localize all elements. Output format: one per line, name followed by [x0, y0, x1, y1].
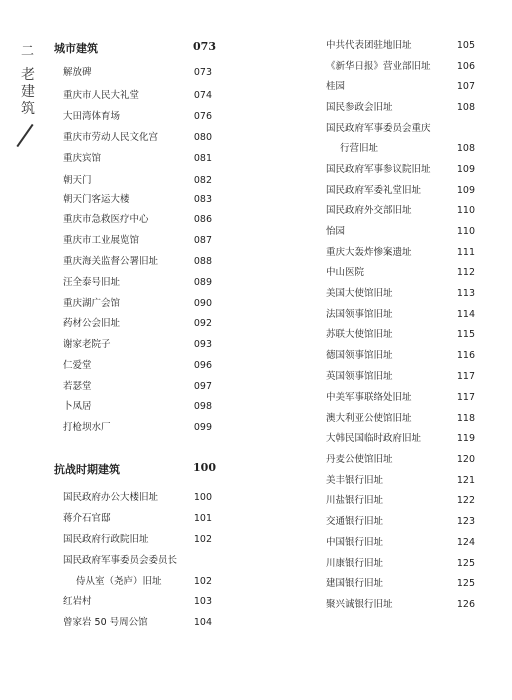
toc-entry[interactable]	[326, 433, 475, 445]
toc-entry[interactable]	[63, 401, 212, 413]
page-number: 110	[456, 205, 475, 216]
toc-entry[interactable]	[326, 123, 431, 135]
toc-entry[interactable]	[63, 534, 212, 546]
entry-title: 苏联大使馆旧址	[326, 329, 393, 340]
toc-entry[interactable]	[326, 205, 475, 217]
page-number: 109	[456, 185, 475, 196]
page-number: 100	[193, 461, 216, 474]
entry-title: 聚兴诚银行旧址	[326, 599, 393, 610]
toc-entry[interactable]	[63, 596, 212, 608]
entry-title: 仁爱堂	[63, 360, 92, 371]
page-number: 125	[456, 558, 475, 569]
page-number: 121	[456, 475, 475, 486]
toc-entry[interactable]	[63, 132, 212, 144]
entry-title: 国民政府军委礼堂旧址	[326, 185, 422, 196]
entry-title: 重庆市急救医疗中心	[63, 214, 149, 225]
page-number: 113	[456, 288, 475, 299]
toc-entry[interactable]	[326, 599, 475, 611]
page-number: 114	[456, 309, 475, 320]
chapter-title-char: 建	[21, 84, 35, 100]
page-number: 083	[193, 194, 212, 205]
entry-title: 若瑟堂	[63, 381, 92, 392]
entry-title: 朝天门客运大楼	[63, 194, 130, 205]
chapter-slash-decoration	[16, 124, 33, 147]
page-number: 074	[193, 90, 212, 101]
entry-title: 重庆大轰炸惨案遗址	[326, 247, 412, 258]
toc-entry[interactable]	[63, 153, 212, 165]
page-number: 090	[193, 298, 212, 309]
toc-entry[interactable]	[340, 143, 475, 155]
toc-entry[interactable]	[326, 329, 475, 341]
page-number: 080	[193, 132, 212, 143]
entry-title: 交通银行旧址	[326, 516, 384, 527]
page-number: 081	[193, 153, 212, 164]
toc-entry[interactable]	[63, 194, 212, 206]
toc-entry[interactable]	[63, 111, 212, 123]
entry-title: 重庆市人民大礼堂	[63, 90, 140, 101]
entry-title: 中国银行旧址	[326, 537, 384, 548]
entry-title: 朝天门	[63, 175, 92, 186]
section-title: 抗战时期建筑	[54, 463, 120, 476]
entry-title: 国民政府军事参议院旧址	[326, 164, 431, 175]
page-number: 118	[456, 413, 475, 424]
page-number: 073	[193, 67, 212, 78]
page-number: 110	[456, 226, 475, 237]
page-number: 116	[456, 350, 475, 361]
entry-title: 侍从室（尧庐）旧址	[76, 576, 162, 587]
page-number: 096	[193, 360, 212, 371]
toc-entry[interactable]	[326, 267, 475, 279]
entry-title: 曾家岩 50 号周公馆	[63, 617, 148, 628]
chapter-title-char: 老	[21, 67, 35, 83]
toc-entry[interactable]	[63, 555, 177, 567]
page-number: 117	[456, 371, 475, 382]
toc-entry[interactable]	[63, 492, 212, 504]
toc-entry[interactable]	[326, 558, 475, 570]
entry-title: 法国领事馆旧址	[326, 309, 393, 320]
page-number: 102	[193, 534, 212, 545]
toc-entry[interactable]	[63, 422, 212, 434]
toc-entry[interactable]	[63, 339, 212, 351]
chapter-vertical-title	[19, 40, 37, 118]
page-number: 104	[193, 617, 212, 628]
entry-title: 国民政府军事委员会委员长	[63, 555, 178, 566]
entry-title: 国民参政会旧址	[326, 102, 393, 113]
page-number: 098	[193, 401, 212, 412]
toc-entry[interactable]	[76, 576, 212, 588]
toc-entry[interactable]	[326, 164, 475, 176]
toc-section-heading[interactable]	[54, 461, 216, 477]
page-number: 125	[456, 578, 475, 589]
entry-title: 行营旧址	[340, 143, 379, 154]
page-number: 109	[456, 164, 475, 175]
toc-entry[interactable]	[63, 214, 212, 226]
toc-entry[interactable]	[326, 247, 475, 259]
toc-entry[interactable]	[326, 371, 475, 383]
toc-section-heading[interactable]	[54, 40, 216, 56]
entry-title: 丹麦公使馆旧址	[326, 454, 393, 465]
entry-title: 英国领事馆旧址	[326, 371, 393, 382]
toc-entry[interactable]	[326, 413, 475, 425]
page-number: 100	[193, 492, 212, 503]
toc-entry[interactable]	[63, 90, 212, 102]
entry-title: 国民政府行政院旧址	[63, 534, 149, 545]
entry-title: 德国领事馆旧址	[326, 350, 393, 361]
page-number: 111	[456, 247, 475, 258]
entry-title: 川康银行旧址	[326, 558, 384, 569]
page-number: 120	[456, 454, 475, 465]
page-number: 105	[456, 40, 475, 51]
chapter-number: 二	[20, 44, 35, 59]
toc-entry[interactable]	[326, 288, 475, 300]
page-number: 088	[193, 256, 212, 267]
page-number: 122	[456, 495, 475, 506]
toc-entry[interactable]	[326, 40, 475, 52]
page-number: 123	[456, 516, 475, 527]
toc-entry[interactable]	[326, 185, 475, 197]
entry-title: 国民政府办公大楼旧址	[63, 492, 159, 503]
page-number: 099	[193, 422, 212, 433]
entry-title: 美国大使馆旧址	[326, 288, 393, 299]
entry-title: 重庆宾馆	[63, 153, 102, 164]
toc-entry[interactable]	[326, 495, 475, 507]
toc-entry[interactable]	[63, 277, 212, 289]
entry-title: 卜凤居	[63, 401, 92, 412]
entry-title: 桂园	[326, 81, 346, 92]
page-number: 108	[456, 102, 475, 113]
page-number: 107	[456, 81, 475, 92]
page-number: 103	[193, 596, 212, 607]
entry-title: 中山医院	[326, 267, 365, 278]
entry-title: 谢家老院子	[63, 339, 111, 350]
entry-title: 解放碑	[63, 67, 92, 78]
toc-entry[interactable]	[326, 392, 475, 404]
toc-entry[interactable]	[326, 578, 475, 590]
page-number: 076	[193, 111, 212, 122]
toc-entry[interactable]	[326, 226, 475, 238]
entry-title: 中共代表团驻地旧址	[326, 40, 412, 51]
page-number: 112	[456, 267, 475, 278]
entry-title: 汪全泰号旧址	[63, 277, 121, 288]
toc-entry[interactable]	[326, 61, 475, 73]
entry-title: 川盐银行旧址	[326, 495, 384, 506]
toc-entry[interactable]	[63, 298, 212, 310]
toc-entry[interactable]	[63, 617, 212, 629]
toc-entry[interactable]	[326, 81, 475, 93]
toc-entry[interactable]	[63, 381, 212, 393]
section-title: 城市建筑	[54, 42, 98, 55]
entry-title: 怡园	[326, 226, 346, 237]
entry-title: 国民政府军事委员会重庆	[326, 123, 431, 134]
page-number: 097	[193, 381, 212, 392]
chapter-title-char: 筑	[21, 101, 35, 117]
entry-title: 中美军事联络处旧址	[326, 392, 412, 403]
page-number: 093	[193, 339, 212, 350]
page-number: 126	[456, 599, 475, 610]
entry-title: 建国银行旧址	[326, 578, 384, 589]
toc-entry[interactable]	[326, 516, 475, 528]
toc-entry[interactable]	[63, 235, 212, 247]
page-number: 087	[193, 235, 212, 246]
toc-entry[interactable]	[63, 67, 212, 79]
page-number: 115	[456, 329, 475, 340]
entry-title: 大田湾体育场	[63, 111, 121, 122]
page-number: 073	[193, 40, 216, 53]
toc-entry[interactable]	[326, 475, 475, 487]
toc-entry[interactable]	[326, 350, 475, 362]
toc-entry[interactable]	[63, 175, 212, 187]
entry-title: 红岩村	[63, 596, 92, 607]
chapter-title	[19, 67, 37, 118]
page-number: 124	[456, 537, 475, 548]
entry-title: 蒋介石官邸	[63, 513, 111, 524]
entry-title: 澳大利亚公使馆旧址	[326, 413, 412, 424]
page-number: 106	[456, 61, 475, 72]
toc-entry[interactable]	[63, 360, 212, 372]
toc-entry[interactable]	[326, 537, 475, 549]
entry-title: 《新华日报》营业部旧址	[326, 61, 431, 72]
toc-entry[interactable]	[326, 309, 475, 321]
entry-title: 美丰银行旧址	[326, 475, 384, 486]
entry-title: 打枪坝水厂	[63, 422, 111, 433]
toc-entry[interactable]	[326, 454, 475, 466]
page-number: 101	[193, 513, 212, 524]
page-number: 108	[456, 143, 475, 154]
entry-title: 重庆市劳动人民文化宫	[63, 132, 159, 143]
page-number: 082	[193, 175, 212, 186]
entry-title: 药材公会旧址	[63, 318, 121, 329]
entry-title: 大韩民国临时政府旧址	[326, 433, 422, 444]
page-number: 089	[193, 277, 212, 288]
toc-entry[interactable]	[326, 102, 475, 114]
entry-title: 重庆湖广会馆	[63, 298, 121, 309]
toc-entry[interactable]	[63, 513, 212, 525]
toc-entry[interactable]	[63, 256, 212, 268]
page-number: 086	[193, 214, 212, 225]
page-number: 117	[456, 392, 475, 403]
toc-entry[interactable]	[63, 318, 212, 330]
page-number: 092	[193, 318, 212, 329]
entry-title: 重庆市工业展览馆	[63, 235, 140, 246]
entry-title: 国民政府外交部旧址	[326, 205, 412, 216]
page-number: 119	[456, 433, 475, 444]
entry-title: 重庆海关监督公署旧址	[63, 256, 159, 267]
page-number: 102	[193, 576, 212, 587]
